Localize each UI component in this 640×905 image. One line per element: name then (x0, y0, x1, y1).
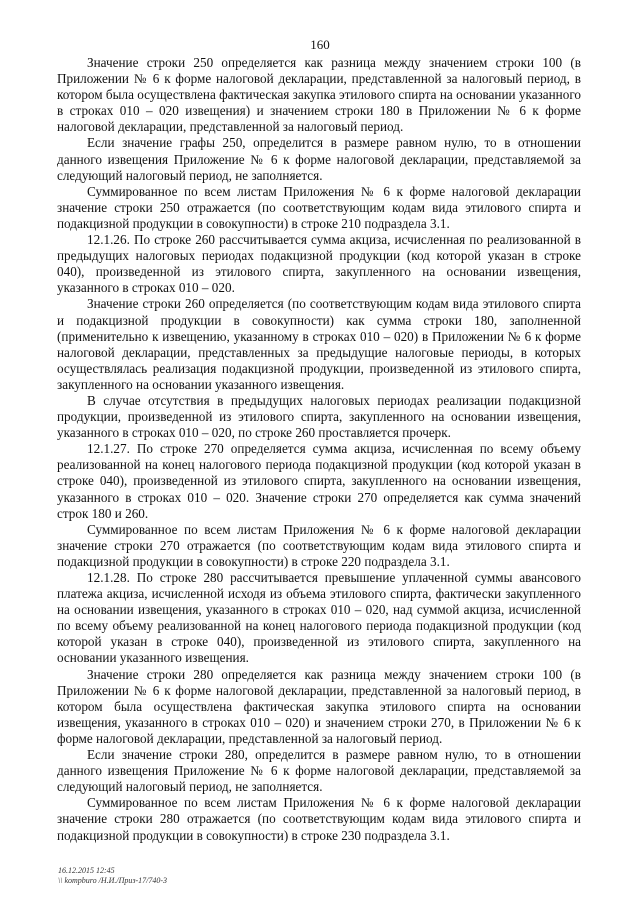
paragraph-12-1-27: 12.1.27. По строке 270 определяется сумма акциза, исчисленная по всему объему реализованной на конец налогового периода подакцизной продукции (код которой указан в строке 040), произведенной из этилового спирта, закупленного на основании извещения, указанного в строках 010 – 020. Значение строки 270 определяется как сумма значений строк 180 и 260. (57, 441, 581, 521)
page-number: 160 (310, 37, 330, 52)
paragraph-line-280-value: Значение строки 280 определяется как разница между значением строки 100 (в Приложении № 6 к форме налоговой декларации, представленной за налоговый период, в котором была осуществлена фактическая закупка этилового спирта на основании извещения, указанного в строках 010 – 020) и значением строки 270, в Приложении № 6 к форме налоговой декларации, представленной за налоговый период. (57, 666, 581, 746)
paragraph-12-1-28: 12.1.28. По строке 280 рассчитывается превышение уплаченной суммы авансового платежа акциза, исчисленной исходя из объема этилового спирта, фактически закупленного на основании извещения, указанного в строках 010 – 020, над суммой акциза, исчисленной по всему объему реализованной на конец налогового периода подакцизной продукции (код которой указан в строке 040), произведенной из этилового спирта, закупленного на основании указанного извещения. (57, 570, 581, 666)
paragraph-line-250-sum: Суммированное по всем листам Приложения № 6 к форме налоговой декларации значение строки 250 отражается (по соответствующим кодам вида этилового спирта и подакцизной продукции в совокупности) в строке 210 подраздела 3.1. (57, 183, 581, 231)
page-footer (58, 866, 167, 886)
paragraph-line-280-zero: Если значение строки 280, определится в размере равном нулю, то в отношении данного извещения Приложение № 6 к форме налоговой декларации, представляемой за следующий налоговый период, не заполняется. (57, 747, 581, 795)
footer-file-path: \\ kompburo /Н.И./Приз-17/740-3 (58, 876, 168, 885)
paragraph-12-1-26: 12.1.26. По строке 260 рассчитывается сумма акциза, исчисленная по реализованной в предыдущих налоговых периодах подакцизной продукции (код которой указан в строке 040), произведенной из этилового спирта, закупленного на основании извещения, указанного в строках 010 – 020. (57, 232, 581, 296)
footer-timestamp: 16.12.2015 12:45 (58, 866, 115, 875)
paragraph-line-250-value: Значение строки 250 определяется как разница между значением строки 100 (в Приложении № 6 к форме налоговой декларации, представленной за налоговый период, в котором была осуществлена фактическая закупка этилового спирта на основании указанного в строках 010 – 020 извещения) и значением строки 180 в Приложении № 6 к форме налоговой декларации, представленной за налоговый период. (57, 55, 581, 135)
paragraph-line-250-zero: Если значение графы 250, определится в размере равном нулю, то в отношении данного извещения Приложение № 6 к форме налоговой декларации, представляемой за следующий налоговый период, не заполняется. (57, 135, 581, 183)
paragraph-line-280-sum: Суммированное по всем листам Приложения № 6 к форме налоговой декларации значение строки 280 отражается (по соответствующим кодам вида этилового спирта и подакцизной продукции в совокупности) в строке 230 подраздела 3.1. (57, 795, 581, 843)
document-body (57, 55, 581, 844)
paragraph-line-260-absence: В случае отсутствия в предыдущих налоговых периодах реализации подакцизной продукции, произведенной из этилового спирта, закупленного на основании извещения, указанного в строках 010 – 020, по строке 260 проставляется прочерк. (57, 392, 581, 441)
paragraph-line-260-value: Значение строки 260 определяется (по соответствующим кодам вида этилового спирта и подакцизной продукции в совокупности) как сумма строки 180, заполненной (применительно к извещению, указанному в строках 010 – 020) в Приложении № 6 к форме налоговой декларации, представленных за предыдущие налоговые периоды, в которых осуществлялась реализация подакцизной продукции, произведенной из этилового спирта, закупленного на основании указанного извещения. (57, 296, 581, 392)
paragraph-line-270-sum: Суммированное по всем листам Приложения № 6 к форме налоговой декларации значение строки 270 отражается (по соответствующим кодам вида этилового спирта и подакцизной продукции в совокупности) в строке 220 подраздела 3.1. (57, 521, 581, 569)
